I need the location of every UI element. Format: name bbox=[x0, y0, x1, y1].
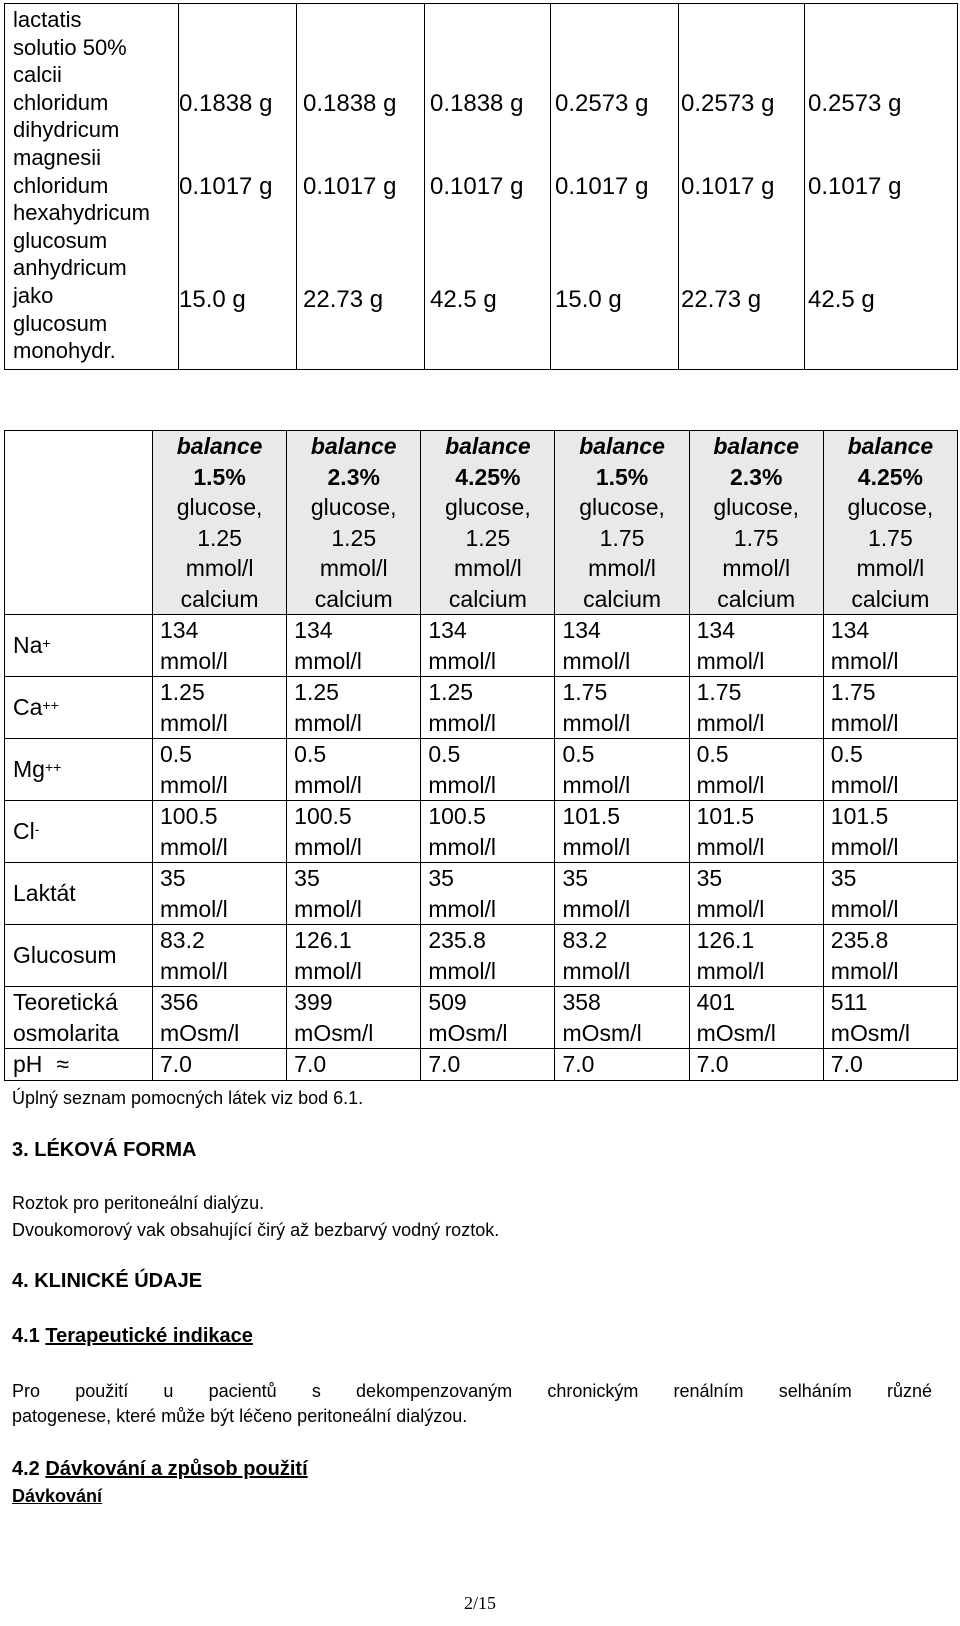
substance-value: 42.5 g bbox=[430, 286, 497, 313]
cell-unit: mmol/l bbox=[696, 647, 765, 674]
row-label-text: Ca bbox=[13, 694, 43, 721]
cell-unit: mmol/l bbox=[696, 771, 765, 798]
value-cell bbox=[287, 739, 421, 801]
substance-value: 22.73 g bbox=[303, 286, 384, 313]
solution-descriptor: calcium bbox=[717, 585, 796, 612]
section-4-1-number: 4.1 bbox=[12, 1325, 40, 1347]
cell-unit: mmol/l bbox=[562, 895, 631, 922]
cell-unit: mmol/l bbox=[294, 957, 362, 984]
ph-value: 7.0 bbox=[555, 1049, 689, 1081]
value-cell bbox=[689, 739, 823, 801]
cell-unit: mmol/l bbox=[428, 709, 497, 736]
value-cell bbox=[421, 987, 555, 1049]
cell-unit: mmol/l bbox=[562, 647, 631, 674]
substance-label-line: chloridum bbox=[13, 89, 109, 115]
row-label bbox=[5, 801, 153, 863]
ph-value: 7.0 bbox=[153, 1049, 287, 1081]
value-cell bbox=[287, 925, 421, 987]
cell-unit: mmol/l bbox=[294, 895, 362, 922]
solution-descriptor: 1.25 bbox=[331, 524, 377, 551]
solution-header bbox=[153, 431, 287, 615]
value-cell bbox=[287, 863, 421, 925]
cell-value: 511 bbox=[830, 989, 868, 1015]
cell-value: 101.5 bbox=[562, 803, 621, 829]
solution-name: balance bbox=[847, 433, 934, 459]
solution-descriptor: calcium bbox=[851, 585, 930, 612]
solution-descriptor: glucose, bbox=[847, 494, 934, 520]
charge-superscript: ++ bbox=[44, 759, 62, 776]
cell-value: 35 bbox=[294, 865, 320, 891]
cell-unit: mmol/l bbox=[294, 647, 362, 674]
value-cell bbox=[287, 801, 421, 863]
solution-descriptor: 1.5% bbox=[595, 463, 649, 490]
solution-header bbox=[689, 431, 823, 615]
cell-unit: mmol/l bbox=[160, 709, 228, 736]
row-label bbox=[5, 677, 153, 739]
substance-value: 0.1017 g bbox=[303, 173, 397, 200]
row-label-text: Teoretická osmolarita bbox=[13, 989, 120, 1046]
cell-value: 101.5 bbox=[830, 803, 889, 829]
row-label bbox=[5, 925, 153, 987]
substance-label-line: monohydr. bbox=[13, 338, 116, 364]
cell-value: 134 bbox=[428, 617, 467, 643]
section-3-line-2: Dvoukomorový vak obsahující čirý až bezbarvý vodný roztok. bbox=[12, 1220, 500, 1240]
cell-value: 134 bbox=[160, 617, 199, 643]
section-4-1-line-1: Pro použití u pacientů s dekompenzovaným chronickým renálním selháním různé bbox=[12, 1381, 932, 1401]
cell-unit: mmol/l bbox=[696, 957, 765, 984]
solution-descriptor: 2.3% bbox=[729, 463, 783, 490]
cell-value: 0.5 bbox=[160, 741, 192, 767]
cell-unit: mmol/l bbox=[428, 647, 497, 674]
row-label bbox=[5, 863, 153, 925]
value-cell bbox=[153, 801, 287, 863]
solution-descriptor: glucose, bbox=[445, 494, 531, 520]
cell-value: 134 bbox=[830, 617, 870, 643]
cell-value: 356 bbox=[160, 989, 199, 1015]
section-4-2-number: 4.2 bbox=[12, 1458, 40, 1480]
cell-value: 0.5 bbox=[830, 741, 863, 767]
solution-descriptor: calcium bbox=[583, 585, 662, 612]
cell-value: 83.2 bbox=[160, 927, 205, 953]
cell-unit: mmol/l bbox=[696, 833, 765, 860]
header-corner bbox=[5, 431, 153, 615]
substance-value: 15.0 g bbox=[555, 286, 622, 313]
value-cell bbox=[823, 863, 957, 925]
electrolyte-table bbox=[4, 430, 958, 1081]
value-cell bbox=[555, 863, 689, 925]
cell-unit: mmol/l bbox=[294, 709, 362, 736]
cell-unit: mmol/l bbox=[160, 833, 228, 860]
value-cell bbox=[823, 987, 957, 1049]
cell-value: 126.1 bbox=[696, 927, 755, 953]
value-cell bbox=[823, 615, 957, 677]
solution-descriptor: 1.75 bbox=[868, 524, 913, 551]
substance-value: 0.1017 g bbox=[179, 173, 273, 200]
solution-header bbox=[823, 431, 957, 615]
solution-descriptor: glucose, bbox=[176, 494, 263, 520]
value-cell bbox=[555, 739, 689, 801]
value-cell bbox=[421, 677, 555, 739]
solution-header bbox=[421, 431, 555, 615]
value-cell bbox=[153, 987, 287, 1049]
value-cell bbox=[823, 739, 957, 801]
cell-value: 100.5 bbox=[428, 803, 486, 829]
substance-value: 0.1017 g bbox=[808, 173, 902, 200]
cell-unit: mmol/l bbox=[428, 833, 497, 860]
cell-unit: mmol/l bbox=[160, 957, 228, 984]
cell-value: 1.25 bbox=[428, 679, 474, 705]
section-4-1-title: Terapeutické indikace bbox=[45, 1325, 253, 1347]
solution-descriptor: 4.25% bbox=[455, 463, 521, 490]
substance-label-line: magnesii bbox=[13, 144, 102, 170]
cell-value: 101.5 bbox=[696, 803, 755, 829]
solution-descriptor: mmol/l bbox=[454, 555, 522, 581]
cell-unit: mOsm/l bbox=[428, 1019, 508, 1046]
solution-descriptor: calcium bbox=[448, 585, 527, 612]
substance-label-line: lactatis bbox=[13, 7, 82, 32]
substance-values bbox=[179, 4, 958, 370]
value-cell bbox=[555, 987, 689, 1049]
cell-unit: mmol/l bbox=[294, 833, 362, 860]
cell-value: 358 bbox=[562, 989, 601, 1015]
substance-value: 22.73 g bbox=[681, 286, 762, 313]
value-cell bbox=[287, 987, 421, 1049]
cell-value: 134 bbox=[294, 617, 333, 643]
cell-value: 134 bbox=[562, 617, 601, 643]
substance-label-line: hexahydricum bbox=[13, 200, 150, 226]
value-cell bbox=[421, 863, 555, 925]
excipients-note: Úplný seznam pomocných látek viz bod 6.1. bbox=[12, 1088, 364, 1108]
value-cell bbox=[823, 801, 957, 863]
cell-value: 235.8 bbox=[830, 927, 889, 953]
substance-value: 15.0 g bbox=[179, 286, 246, 313]
solution-descriptor: 1.5% bbox=[193, 463, 246, 490]
cell-unit: mOsm/l bbox=[294, 1019, 374, 1046]
substance-label-line: chloridum bbox=[13, 172, 109, 198]
cell-unit: mmol/l bbox=[830, 895, 899, 922]
cell-unit: mmol/l bbox=[696, 709, 765, 736]
value-cell bbox=[153, 677, 287, 739]
row-label bbox=[5, 987, 153, 1049]
solution-descriptor: mmol/l bbox=[319, 555, 388, 581]
section-4-heading: 4. KLINICKÉ ÚDAJE bbox=[12, 1270, 203, 1292]
cell-unit: mmol/l bbox=[830, 709, 899, 736]
substance-label-line: solutio 50% bbox=[13, 34, 127, 60]
solution-name: balance bbox=[310, 433, 397, 459]
solution-header bbox=[287, 431, 421, 615]
solution-descriptor: glucose, bbox=[579, 494, 665, 520]
substance-value: 42.5 g bbox=[808, 286, 875, 313]
value-cell bbox=[689, 925, 823, 987]
column-separator bbox=[804, 4, 805, 369]
value-cell bbox=[153, 863, 287, 925]
solution-descriptor: glucose, bbox=[310, 494, 397, 520]
value-cell bbox=[823, 677, 957, 739]
ph-value: 7.0 bbox=[689, 1049, 823, 1081]
value-cell bbox=[153, 615, 287, 677]
charge-superscript: + bbox=[42, 635, 51, 652]
cell-value: 1.25 bbox=[160, 679, 205, 705]
section-4-1-line-2: patogenese, které může být léčeno peritoneální dialýzou. bbox=[12, 1406, 468, 1426]
cell-unit: mmol/l bbox=[562, 771, 631, 798]
substance-value: 0.1017 g bbox=[681, 173, 775, 200]
cell-value: 35 bbox=[562, 865, 589, 891]
value-cell bbox=[287, 677, 421, 739]
section-4-2-title: Dávkování a způsob použití bbox=[45, 1458, 308, 1480]
cell-value: 35 bbox=[428, 865, 454, 891]
section-3-heading: 3. LÉKOVÁ FORMA bbox=[12, 1139, 197, 1161]
value-cell bbox=[421, 925, 555, 987]
cell-value: 401 bbox=[696, 989, 735, 1015]
value-cell bbox=[153, 925, 287, 987]
solution-name: balance bbox=[445, 433, 531, 459]
cell-value: 0.5 bbox=[294, 741, 327, 767]
solution-descriptor: 2.3% bbox=[327, 463, 380, 490]
substance-value: 0.2573 g bbox=[681, 90, 775, 117]
value-cell bbox=[421, 739, 555, 801]
substance-label-line: dihydricum bbox=[13, 117, 120, 143]
value-cell bbox=[287, 615, 421, 677]
substance-label-line: glucosum bbox=[13, 310, 108, 336]
substance-labels bbox=[5, 4, 179, 370]
value-cell bbox=[153, 739, 287, 801]
approx-symbol: ≈ bbox=[56, 1051, 70, 1077]
solution-descriptor: 1.75 bbox=[599, 524, 645, 551]
value-cell bbox=[555, 615, 689, 677]
cell-unit: mmol/l bbox=[830, 957, 899, 984]
cell-unit: mOsm/l bbox=[696, 1019, 776, 1046]
cell-unit: mmol/l bbox=[160, 771, 228, 798]
cell-value: 235.8 bbox=[428, 927, 486, 953]
value-cell bbox=[689, 677, 823, 739]
cell-value: 35 bbox=[160, 865, 186, 891]
column-separator bbox=[424, 4, 425, 369]
cell-unit: mOsm/l bbox=[160, 1019, 240, 1046]
column-separator bbox=[296, 4, 297, 369]
column-separator bbox=[678, 4, 679, 369]
cell-value: 134 bbox=[696, 617, 735, 643]
cell-unit: mmol/l bbox=[562, 709, 631, 736]
cell-unit: mmol/l bbox=[830, 833, 899, 860]
cell-value: 399 bbox=[294, 989, 333, 1015]
cell-value: 83.2 bbox=[562, 927, 608, 953]
section-3-line-1: Roztok pro peritoneální dialýzu. bbox=[12, 1193, 265, 1213]
row-label bbox=[5, 615, 153, 677]
cell-value: 100.5 bbox=[294, 803, 352, 829]
solution-descriptor: 1.75 bbox=[733, 524, 779, 551]
cell-unit: mmol/l bbox=[830, 647, 899, 674]
solution-descriptor: 4.25% bbox=[857, 463, 923, 490]
cell-unit: mmol/l bbox=[696, 895, 765, 922]
charge-superscript: ++ bbox=[42, 697, 59, 714]
ph-value: 7.0 bbox=[823, 1049, 957, 1081]
substance-label-line: glucosum bbox=[13, 227, 108, 253]
solution-name: balance bbox=[579, 433, 665, 459]
solution-descriptor: mmol/l bbox=[185, 555, 254, 581]
row-label-text: Glucosum bbox=[13, 942, 117, 969]
section-4-1-heading bbox=[12, 1325, 253, 1347]
cell-value: 0.5 bbox=[562, 741, 595, 767]
substance-value: 0.1838 g bbox=[179, 90, 273, 117]
cell-value: 0.5 bbox=[696, 741, 729, 767]
ph-label-text: pH bbox=[13, 1051, 43, 1077]
row-label-text: Mg bbox=[13, 756, 45, 783]
cell-unit: mmol/l bbox=[160, 647, 228, 674]
column-separator bbox=[550, 4, 551, 369]
cell-unit: mmol/l bbox=[562, 957, 631, 984]
cell-value: 1.25 bbox=[294, 679, 339, 705]
solution-name: balance bbox=[713, 433, 800, 459]
substance-value: 0.2573 g bbox=[808, 90, 902, 117]
composition-table bbox=[4, 3, 958, 370]
cell-unit: mmol/l bbox=[830, 771, 899, 798]
solution-descriptor: mmol/l bbox=[856, 555, 925, 581]
solution-header bbox=[555, 431, 689, 615]
value-cell bbox=[689, 801, 823, 863]
section-4-2-subheading: Dávkování bbox=[12, 1486, 103, 1506]
value-cell bbox=[555, 801, 689, 863]
value-cell bbox=[689, 987, 823, 1049]
solution-descriptor: 1.25 bbox=[465, 524, 511, 551]
cell-unit: mmol/l bbox=[428, 771, 497, 798]
page-number: 2/15 bbox=[463, 1593, 496, 1613]
cell-value: 126.1 bbox=[294, 927, 352, 953]
cell-value: 1.75 bbox=[830, 679, 876, 705]
value-cell bbox=[823, 925, 957, 987]
substance-value: 0.2573 g bbox=[555, 90, 649, 117]
cell-unit: mmol/l bbox=[160, 895, 228, 922]
cell-value: 100.5 bbox=[160, 803, 218, 829]
row-label-text: Cl bbox=[13, 818, 35, 845]
cell-unit: mOsm/l bbox=[562, 1019, 642, 1046]
charge-superscript: - bbox=[34, 821, 40, 838]
ph-label bbox=[5, 1049, 153, 1081]
value-cell bbox=[555, 925, 689, 987]
solution-name: balance bbox=[176, 433, 263, 459]
ph-value: 7.0 bbox=[287, 1049, 421, 1081]
solution-descriptor: mmol/l bbox=[588, 555, 656, 581]
ph-value: 7.0 bbox=[421, 1049, 555, 1081]
substance-value: 0.1838 g bbox=[303, 90, 397, 117]
cell-value: 1.75 bbox=[696, 679, 742, 705]
substance-label-line: jako bbox=[13, 282, 54, 308]
value-cell bbox=[689, 615, 823, 677]
substance-label-line: anhydricum bbox=[13, 255, 127, 281]
row-label bbox=[5, 739, 153, 801]
cell-unit: mOsm/l bbox=[830, 1019, 910, 1046]
substance-label-line: calcii bbox=[13, 62, 62, 88]
cell-unit: mmol/l bbox=[428, 957, 497, 984]
cell-value: 0.5 bbox=[428, 741, 461, 767]
cell-unit: mmol/l bbox=[428, 895, 497, 922]
row-label-text: Laktát bbox=[13, 880, 76, 907]
value-cell bbox=[421, 615, 555, 677]
solution-descriptor: glucose, bbox=[713, 494, 800, 520]
solution-descriptor: 1.25 bbox=[197, 524, 242, 551]
cell-unit: mmol/l bbox=[294, 771, 362, 798]
cell-value: 35 bbox=[696, 865, 723, 891]
value-cell bbox=[555, 677, 689, 739]
substance-value: 0.1017 g bbox=[430, 173, 524, 200]
value-cell bbox=[421, 801, 555, 863]
row-label-text: Na bbox=[13, 632, 43, 659]
solution-descriptor: calcium bbox=[180, 585, 259, 612]
solution-descriptor: calcium bbox=[314, 585, 393, 612]
cell-value: 1.75 bbox=[562, 679, 608, 705]
value-cell bbox=[689, 863, 823, 925]
cell-unit: mmol/l bbox=[562, 833, 631, 860]
section-4-2-heading bbox=[12, 1458, 308, 1480]
cell-value: 35 bbox=[830, 865, 857, 891]
cell-value: 509 bbox=[428, 989, 467, 1015]
substance-value: 0.1017 g bbox=[555, 173, 649, 200]
substance-value: 0.1838 g bbox=[430, 90, 524, 117]
solution-descriptor: mmol/l bbox=[722, 555, 791, 581]
